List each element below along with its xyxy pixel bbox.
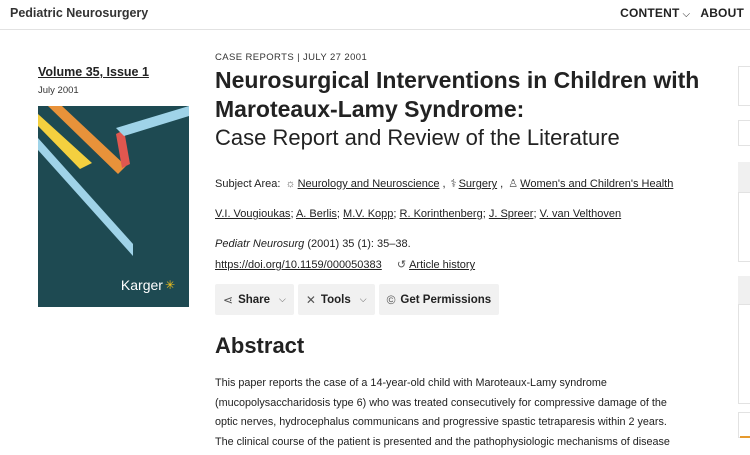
karger-logo <box>121 277 175 293</box>
issue-date: July 2001 <box>38 85 79 96</box>
citation-journal: Pediatr Neurosurg <box>215 238 305 250</box>
author-link[interactable]: A. Berlis <box>295 208 337 220</box>
author-link[interactable]: V. van Velthoven <box>539 208 622 220</box>
stripe-blue-lower <box>38 138 133 256</box>
article-title: Neurosurgical Interventions in Children with Maroteaux-Lamy Syndrome: <box>215 67 700 122</box>
right-panel-box <box>738 192 750 262</box>
author-list: V.I. Vougioukas; A. Berlis; M.V. Kopp; R. Korinthenberg; J. Spreer; V. van Velthoven <box>215 208 622 220</box>
doi-row <box>215 258 475 271</box>
right-panel-box <box>738 66 750 106</box>
abstract-line: This paper reports the case of a 14-year-old child with Maroteaux-Lamy syndrome <box>215 377 607 389</box>
citation <box>215 238 411 250</box>
article-history-link[interactable] <box>397 259 475 271</box>
right-panel-box <box>738 412 750 438</box>
nav-about[interactable]: ABOUT <box>700 6 744 20</box>
article-toolbar <box>215 284 499 315</box>
chevron-down-icon: ⌵ <box>359 294 367 304</box>
author-link[interactable]: M.V. Kopp <box>343 208 394 220</box>
nav-content[interactable] <box>620 6 690 20</box>
subject-link-neurology[interactable]: Neurology and Neuroscience <box>297 178 440 190</box>
stripe-blue-upper <box>116 106 189 136</box>
history-icon: ↺ <box>396 259 407 271</box>
get-permissions-label: Get Permissions <box>400 293 492 306</box>
right-panel-accent <box>740 436 750 438</box>
share-icon: ⋖ <box>223 292 234 307</box>
article-meta: CASE REPORTS | JULY 27 2001 <box>215 52 368 63</box>
tools-button[interactable] <box>298 284 375 315</box>
copyright-icon: © <box>386 292 396 307</box>
spark-icon: ✳ <box>164 278 175 292</box>
subject-area-row: Subject Area: ☼ Neurology and Neuroscience , ⚕ Surgery , ♙ Women's and Children's Health <box>215 178 674 190</box>
abstract-heading: Abstract <box>215 333 305 358</box>
brain-icon: ☼ <box>285 178 296 190</box>
article-history-label: Article history <box>409 259 476 271</box>
citation-details: (2001) 35 (1): 35–38. <box>304 238 411 250</box>
share-button[interactable] <box>215 284 294 315</box>
subject-link-womens-childrens[interactable]: Women's and Children's Health <box>520 178 674 190</box>
volume-issue-link[interactable]: Volume 35, Issue 1 <box>38 65 149 79</box>
top-bar <box>0 0 750 30</box>
subject-area-label: Subject Area: <box>215 178 281 190</box>
right-panel-box <box>738 120 750 146</box>
doi-link[interactable]: https://doi.org/10.1159/000050383 <box>215 259 382 271</box>
chevron-down-icon: ⌵ <box>279 294 286 304</box>
tools-label: Tools <box>320 293 351 306</box>
article-subtitle: Case Report and Review of the Literature <box>215 125 620 150</box>
abstract-line: optic nerves, hydrocephalus communicans and progressive spastic tetraparesis within 2 years. <box>215 416 667 428</box>
right-panel-box <box>738 162 750 192</box>
right-panel-box <box>738 276 750 304</box>
get-permissions-button[interactable] <box>379 284 500 315</box>
family-icon: ♙ <box>508 178 519 190</box>
abstract-body <box>215 374 720 452</box>
top-nav <box>620 6 744 20</box>
chevron-down-icon: ⌵ <box>682 9 691 20</box>
journal-brand[interactable]: Pediatric Neurosurgery <box>10 6 149 20</box>
issue-cover-image[interactable] <box>38 106 189 307</box>
subject-link-surgery[interactable]: Surgery <box>458 178 498 190</box>
tools-icon: ✕ <box>305 292 316 307</box>
abstract-line: The clinical course of the patient is presented and the pathophysiologic mechanisms of disease <box>215 435 670 448</box>
author-link[interactable]: V.I. Vougioukas <box>215 208 291 220</box>
author-link[interactable]: R. Korinthenberg <box>399 208 483 220</box>
karger-logo-text: Karger <box>120 277 163 293</box>
share-label: Share <box>238 293 271 306</box>
author-link[interactable]: J. Spreer <box>488 208 534 220</box>
right-panel-box <box>738 304 750 404</box>
surgery-icon: ⚕ <box>450 178 457 190</box>
abstract-line: (mucopolysaccharidosis type 6) who was treated consecutively for compressive damage of the <box>215 396 667 409</box>
nav-content-label: CONTENT <box>620 6 680 20</box>
